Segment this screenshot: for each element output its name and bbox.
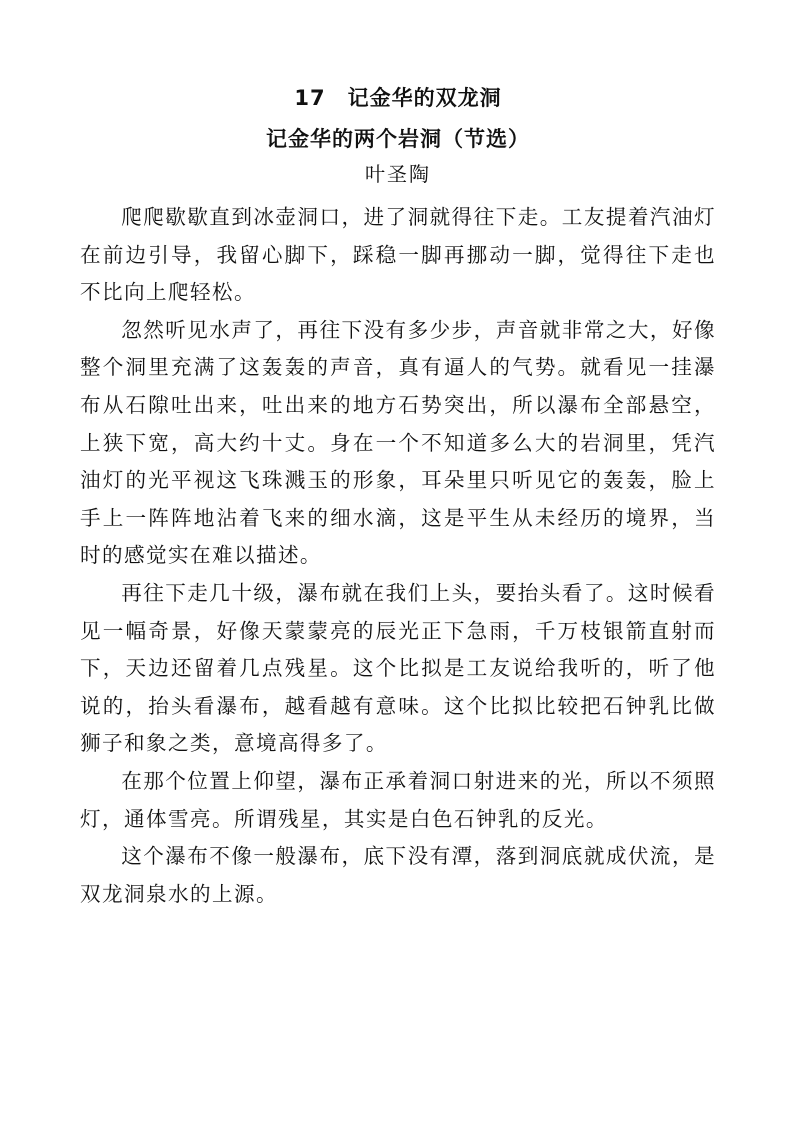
subtitle: 记金华的两个岩洞（节选）: [266, 127, 530, 151]
lesson-title: 17 记金华的双龙洞: [294, 86, 502, 110]
paragraph-1: 爬爬歇歇直到冰壶洞口，进了洞就得往下走。工友提着汽油灯在前边引导，我留心脚下，踩稳一脚再挪动一脚，觉得往下走也不比向上爬轻松。: [80, 205, 716, 305]
paragraph-5: 这个瀑布不像一般瀑布，底下没有潭，落到洞底就成伏流，是双龙洞泉水的上源。: [80, 844, 716, 906]
paragraph-2: 忽然听见水声了，再往下没有多少步，声音就非常之大，好像整个洞里充满了这轰轰的声音，真有逼人的气势。就看见一挂瀑布从石隙吐出来，吐出来的地方石势突出，所以瀑布全部悬空，上狭下宽，高大约十丈。身在一个不知道多么大的岩洞里，凭汽油灯的光平视这飞珠溅玉的形象，耳朵里只听见它的轰轰，脸上手上一阵阵地沾着飞来的细水滴，这是平生从未经历的境界，当时的感觉实在难以描述。: [80, 317, 716, 568]
paragraph-4: 在那个位置上仰望，瀑布正承着洞口射进来的光，所以不须照灯，通体雪亮。所谓残星，其实是白色石钟乳的反光。: [80, 768, 716, 831]
document-page: [80, 84, 716, 913]
author-name: 叶圣陶: [365, 162, 431, 186]
article-body: [80, 199, 716, 913]
paragraph-3: 再往下走几十级，瀑布就在我们上头，要抬头看了。这时候看见一幅奇景，好像天蒙蒙亮的辰光正下急雨，千万枝银箭直射而下，天边还留着几点残星。这个比拟是工友说给我听的，听了他说的，抬头看瀑布，越看越有意味。这个比拟比较把石钟乳比做狮子和象之类，意境高得多了。: [80, 580, 716, 756]
